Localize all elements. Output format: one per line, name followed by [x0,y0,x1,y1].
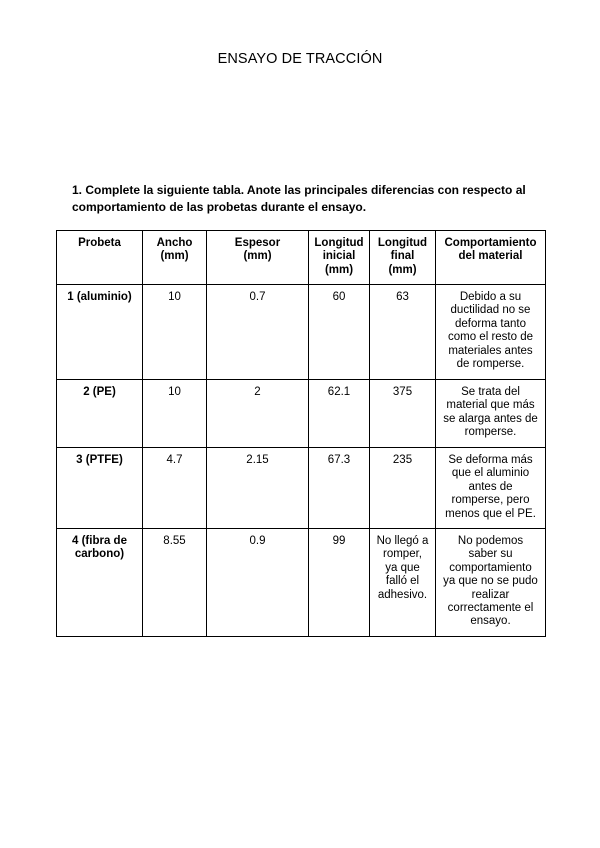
page-title: ENSAYO DE TRACCIÓN [217,51,383,67]
ancho-cell: 4.7 [143,448,207,529]
table-row [57,529,546,637]
longitud-final-cell: No llegó a romper, ya que falló el adhesivo. [370,529,436,637]
longitud-inicial-cell: 60 [309,285,370,380]
header-espesor: Espesor (mm) [207,231,309,285]
espesor-cell: 0.9 [207,529,309,637]
probeta-cell: 2 (PE) [57,380,143,448]
longitud-final-cell: 375 [370,380,436,448]
table-row [57,285,546,380]
espesor-cell: 2 [207,380,309,448]
probeta-cell: 1 (aluminio) [57,285,143,380]
header-longitud-inicial: Longitud inicial (mm) [309,231,370,285]
comportamiento-cell: Se deforma más que el aluminio antes de romperse, pero menos que el PE. [436,448,546,529]
longitud-final-cell: 63 [370,285,436,380]
probeta-cell: 3 (PTFE) [57,448,143,529]
probeta-cell: 4 (fibra de carbono) [57,529,143,637]
espesor-cell: 2.15 [207,448,309,529]
question-text: 1. Complete la siguiente tabla. Anote las principales diferencias con respecto al comportamiento de las probetas durante el ensayo. [72,183,526,214]
header-comportamiento: Comportamiento del material [436,231,546,285]
longitud-inicial-cell: 62.1 [309,380,370,448]
longitud-inicial-cell: 67.3 [309,448,370,529]
table-row [57,380,546,448]
table-row [57,448,546,529]
header-ancho: Ancho (mm) [143,231,207,285]
ancho-cell: 8.55 [143,529,207,637]
header-probeta: Probeta [57,231,143,285]
ancho-cell: 10 [143,380,207,448]
table-header-row [57,231,546,285]
ancho-cell: 10 [143,285,207,380]
comportamiento-cell: No podemos saber su comportamiento ya que no se pudo realizar correctamente el ensayo. [436,529,546,637]
longitud-inicial-cell: 99 [309,529,370,637]
longitud-final-cell: 235 [370,448,436,529]
espesor-cell: 0.7 [207,285,309,380]
comportamiento-cell: Debido a su ductilidad no se deforma tanto como el resto de materiales antes de romperse. [436,285,546,380]
comportamiento-cell: Se trata del material que más se alarga antes de romperse. [436,380,546,448]
results-table [56,230,546,637]
header-longitud-final: Longitud final (mm) [370,231,436,285]
